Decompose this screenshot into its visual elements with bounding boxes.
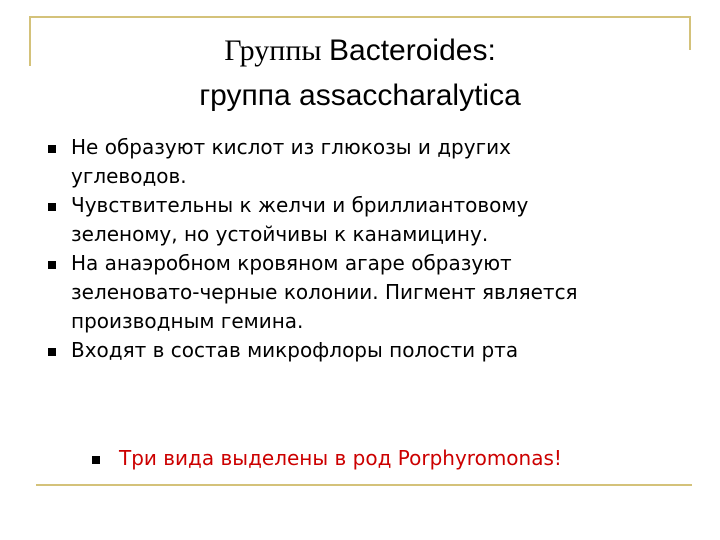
frame-top-line	[29, 16, 691, 18]
list-item	[48, 133, 688, 191]
square-bullet-icon	[92, 456, 100, 464]
title-line-1-sans: Bacteroides:	[329, 34, 496, 67]
title-line-1	[40, 28, 680, 73]
list-item	[48, 191, 688, 249]
square-bullet-icon	[48, 261, 56, 269]
slide-title	[40, 28, 680, 118]
list-item	[48, 336, 688, 365]
title-line-2: группа assaccharalytica	[199, 79, 521, 112]
sub-bullet-item	[92, 444, 562, 473]
square-bullet-icon	[48, 203, 56, 211]
square-bullet-icon	[48, 348, 56, 356]
list-item-line: Не образуют кислот из глюкозы и других	[71, 135, 511, 159]
square-bullet-icon	[48, 145, 56, 153]
list-item-line: Входят в состав микрофлоры полости рта	[71, 338, 519, 362]
frame-bottom-line	[36, 484, 692, 486]
list-item-line: производным гемина.	[71, 309, 304, 333]
list-item-line: Чувствительны к желчи и бриллиантовому	[71, 193, 529, 217]
list-item-line: зеленовато-черные колонии. Пигмент является	[71, 280, 578, 304]
list-item-line: На анаэробном кровяном агаре образуют	[71, 251, 512, 275]
frame-right-line	[689, 16, 691, 50]
sub-bullet-text: Три вида выделены в род Porphyromonas!	[119, 446, 562, 470]
bullet-list	[48, 133, 688, 365]
list-item-line: зеленому, но устойчивы к канамицину.	[71, 222, 489, 246]
frame-left-line	[29, 16, 31, 66]
list-item-line: углеводов.	[71, 164, 187, 188]
list-item	[48, 249, 688, 336]
title-line-1-serif: Группы	[224, 34, 330, 67]
